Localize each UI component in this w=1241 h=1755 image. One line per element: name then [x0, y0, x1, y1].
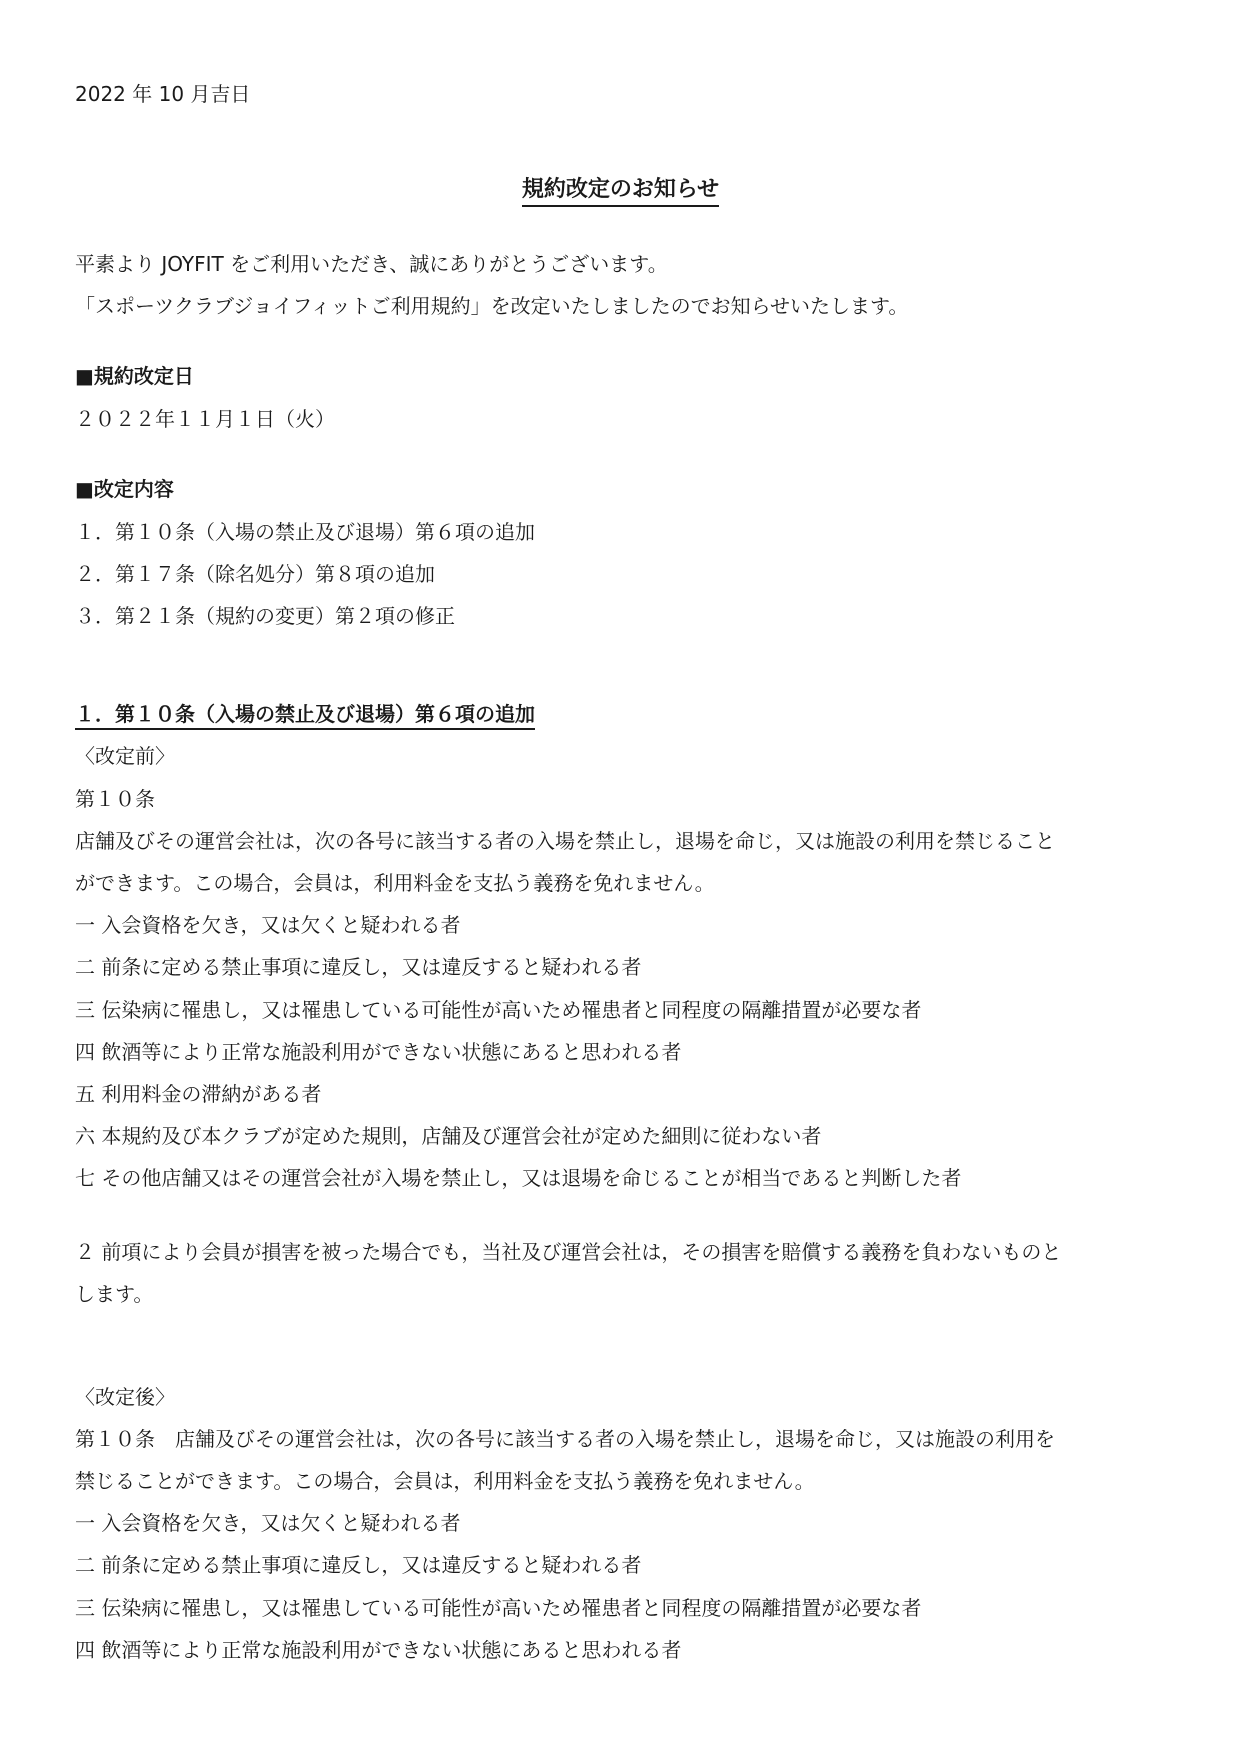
before-item: 五 利用料金の滞納がある者: [75, 1082, 322, 1106]
after-item: 三 伝染病に罹患し，又は罹患している可能性が高いため罹患者と同程度の隔離措置が必要な者: [75, 1596, 922, 1620]
after-body-line: 第１０条 店舗及びその運営会社は，次の各号に該当する者の入場を禁止し，退場を命じ，又は施設の利用を: [75, 1427, 1055, 1451]
intro-line: 平素より JOYFIT をご利用いただき、誠にありがとうございます。: [75, 252, 668, 276]
after-item: 一 入会資格を欠き，又は欠くと疑われる者: [75, 1511, 461, 1535]
intro-line: 「スポーツクラブジョイフィットご利用規約」を改定いたしましたのでお知らせいたします。: [75, 294, 909, 318]
before-body-line: ができます。この場合，会員は，利用料金を支払う義務を免れません。: [75, 871, 715, 895]
after-item: 二 前条に定める禁止事項に違反し，又は違反すると疑われる者: [75, 1553, 642, 1577]
document-title-text: 規約改定のお知らせ: [522, 177, 719, 207]
before-article: 第１０条: [75, 787, 155, 811]
after-body-line: 禁じることができます。この場合，会員は，利用料金を支払う義務を免れません。: [75, 1469, 815, 1493]
revision-content-item: １．第１０条（入場の禁止及び退場）第６項の追加: [75, 520, 535, 544]
document-date: 2022 年 10 月吉日: [75, 82, 251, 106]
after-item: 四 飲酒等により正常な施設利用ができない状態にあると思われる者: [75, 1638, 682, 1662]
before-item: 一 入会資格を欠き，又は欠くと疑われる者: [75, 913, 461, 937]
before-item: 二 前条に定める禁止事項に違反し，又は違反すると疑われる者: [75, 955, 642, 979]
before-body-line: 店舗及びその運営会社は，次の各号に該当する者の入場を禁止し，退場を命じ，又は施設の利用を禁じること: [75, 829, 1055, 853]
revision-content-item: ３．第２１条（規約の変更）第２項の修正: [75, 604, 455, 628]
revision-date-heading: ■規約改定日: [75, 364, 194, 388]
before-item: 四 飲酒等により正常な施設利用ができない状態にあると思われる者: [75, 1040, 682, 1064]
before-label: 〈改定前〉: [75, 744, 175, 768]
before-item: 七 その他店舗又はその運営会社が入場を禁止し，又は退場を命じることが相当であると判断した者: [75, 1166, 962, 1190]
section1-heading: １．第１０条（入場の禁止及び退場）第６項の追加: [75, 702, 535, 730]
before-para2-line: します。: [75, 1282, 154, 1306]
revision-content-item: ２．第１７条（除名処分）第８項の追加: [75, 562, 435, 586]
revision-content-heading: ■改定内容: [75, 477, 174, 501]
after-label: 〈改定後〉: [75, 1385, 175, 1409]
document-title: [0, 175, 1241, 205]
section1-heading-wrap: [75, 700, 535, 728]
before-para2-line: ２ 前項により会員が損害を被った場合でも，当社及び運営会社は，その損害を賠償する義務を負わないものと: [75, 1240, 1062, 1264]
before-item: 六 本規約及び本クラブが定めた規則，店舗及び運営会社が定めた細則に従わない者: [75, 1124, 822, 1148]
before-item: 三 伝染病に罹患し，又は罹患している可能性が高いため罹患者と同程度の隔離措置が必要な者: [75, 998, 922, 1022]
revision-date-value: ２０２２年１１月１日（火）: [75, 407, 335, 431]
